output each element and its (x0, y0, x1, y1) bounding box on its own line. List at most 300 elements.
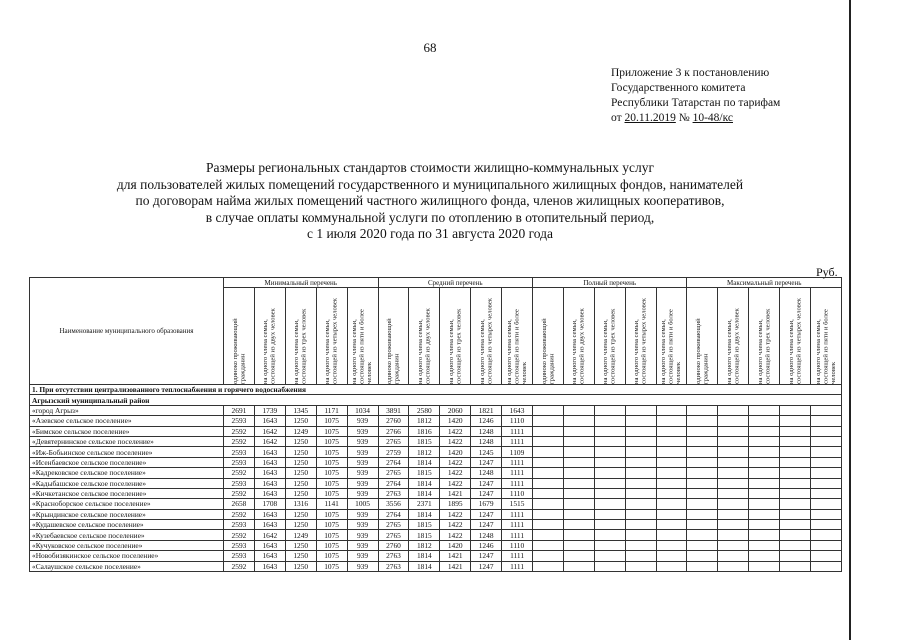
table-row (30, 540, 842, 550)
appendix-no-sign: № (675, 112, 693, 124)
value-cell (594, 436, 625, 446)
value-cell: 1821 (471, 405, 502, 415)
value-cell (811, 530, 842, 540)
value-cell: 1643 (254, 561, 285, 571)
value-cell: 2765 (378, 436, 409, 446)
value-cell: 2691 (224, 405, 255, 415)
subheader-g0-c3 (316, 288, 347, 385)
value-cell (656, 447, 687, 457)
group-max: Максимальный перечень (687, 278, 842, 288)
subheader-text: на одного члена семьи, состоящей из пяти и более человек (814, 309, 837, 384)
subheader-text: одиноко проживающий гражданин (386, 318, 401, 384)
value-cell: 1111 (502, 530, 533, 540)
subheader-text: на одного члена семьи, состоящей из двух человек (725, 308, 741, 384)
value-cell (563, 468, 594, 478)
subheader-text: на одного члена семьи, состоящей из четырех человек (787, 298, 803, 384)
municipality-name: «Азевское сельское поселение» (30, 416, 224, 426)
value-cell: 2371 (409, 499, 440, 509)
subheader-g0-c2 (285, 288, 316, 385)
subheader-g2-c4 (656, 288, 687, 385)
value-cell (533, 509, 564, 519)
value-cell: 2592 (224, 561, 255, 571)
value-cell (687, 405, 718, 415)
value-cell: 1075 (316, 561, 347, 571)
value-cell (656, 405, 687, 415)
value-cell (656, 436, 687, 446)
value-cell: 1421 (440, 551, 471, 561)
value-cell: 1111 (502, 478, 533, 488)
value-cell: 1814 (409, 509, 440, 519)
value-cell: 1316 (285, 499, 316, 509)
municipality-name: «Новобизякинское сельское поселение» (30, 551, 224, 561)
value-cell (625, 561, 656, 571)
value-cell: 1111 (502, 436, 533, 446)
value-cell: 939 (347, 561, 378, 571)
value-cell (625, 436, 656, 446)
value-cell: 1814 (409, 457, 440, 467)
value-cell (687, 509, 718, 519)
value-cell: 1250 (285, 416, 316, 426)
value-cell (749, 416, 780, 426)
value-cell (780, 416, 811, 426)
municipality-name: «Кудашевское сельское поселение» (30, 520, 224, 530)
value-cell: 1245 (471, 447, 502, 457)
value-cell: 1422 (440, 457, 471, 467)
value-cell: 1248 (471, 468, 502, 478)
name-column-header: Наименование муниципального образования (30, 278, 224, 385)
value-cell: 2765 (378, 530, 409, 540)
value-cell: 1422 (440, 478, 471, 488)
value-cell: 1110 (502, 488, 533, 498)
value-cell (687, 457, 718, 467)
value-cell: 2580 (409, 405, 440, 415)
subheader-text: на одного члена семьи, состоящей из трех человек (756, 308, 772, 384)
value-cell (718, 468, 749, 478)
value-cell: 1250 (285, 468, 316, 478)
value-cell: 1247 (471, 551, 502, 561)
value-cell: 2765 (378, 520, 409, 530)
value-cell: 2592 (224, 436, 255, 446)
title-line-5: с 1 июля 2020 года по 31 августа 2020 года (306, 226, 554, 241)
value-cell (718, 457, 749, 467)
value-cell: 1075 (316, 447, 347, 457)
value-cell: 1247 (471, 509, 502, 519)
value-cell (594, 488, 625, 498)
value-cell (780, 499, 811, 509)
value-cell: 2763 (378, 551, 409, 561)
title-line-2: для пользователей жилых помещений государственного и муниципального жилищных фондов, нанимателей (116, 176, 744, 192)
municipality-name: «Исенбаевское сельское поселение» (30, 457, 224, 467)
municipality-name: «Кузебаевское сельское поселение» (30, 530, 224, 540)
table-row (30, 416, 842, 426)
value-cell (625, 478, 656, 488)
table-row (30, 561, 842, 571)
subheader-text: одиноко проживающий гражданин (695, 318, 710, 384)
value-cell (780, 540, 811, 550)
value-cell: 939 (347, 426, 378, 436)
value-cell: 1171 (316, 405, 347, 415)
value-cell (563, 540, 594, 550)
value-cell (718, 520, 749, 530)
municipality-name: «Девятернинское сельское поселение» (30, 436, 224, 446)
value-cell: 1250 (285, 509, 316, 519)
value-cell (718, 478, 749, 488)
value-cell (594, 520, 625, 530)
value-cell (625, 509, 656, 519)
value-cell: 1250 (285, 551, 316, 561)
value-cell: 1643 (502, 405, 533, 415)
value-cell (780, 478, 811, 488)
appendix-from: от (611, 112, 625, 124)
municipality-name: «Кучуковское сельское поселение» (30, 540, 224, 550)
group-full: Полный перечень (533, 278, 687, 288)
value-cell (656, 457, 687, 467)
value-cell (656, 416, 687, 426)
value-cell: 1739 (254, 405, 285, 415)
value-cell (563, 499, 594, 509)
value-cell (594, 405, 625, 415)
value-cell: 1812 (409, 447, 440, 457)
value-cell: 939 (347, 416, 378, 426)
value-cell (718, 426, 749, 436)
value-cell (625, 520, 656, 530)
subheader-g1-c3 (471, 288, 502, 385)
value-cell: 1422 (440, 509, 471, 519)
subheader-g0-c0 (224, 288, 255, 385)
subheader-g1-c1 (409, 288, 440, 385)
table-row (30, 468, 842, 478)
value-cell (718, 499, 749, 509)
value-cell: 2763 (378, 561, 409, 571)
value-cell: 939 (347, 436, 378, 446)
subheader-g2-c0 (533, 288, 564, 385)
value-cell (594, 509, 625, 519)
value-cell (749, 530, 780, 540)
value-cell (656, 468, 687, 478)
subheader-text: на одного члена семьи, состоящей из пяти и более человек (351, 309, 374, 384)
value-cell: 2592 (224, 468, 255, 478)
value-cell: 1249 (285, 530, 316, 540)
value-cell (687, 488, 718, 498)
value-cell (780, 426, 811, 436)
value-cell: 1111 (502, 457, 533, 467)
value-cell: 1247 (471, 520, 502, 530)
table-row (30, 520, 842, 530)
value-cell: 939 (347, 509, 378, 519)
value-cell (687, 478, 718, 488)
value-cell (749, 478, 780, 488)
value-cell: 2763 (378, 488, 409, 498)
page-right-border (849, 0, 851, 640)
value-cell (780, 436, 811, 446)
value-cell: 1708 (254, 499, 285, 509)
value-cell (656, 478, 687, 488)
value-cell: 1034 (347, 405, 378, 415)
appendix-line-1: Приложение 3 к постановлению (611, 67, 770, 79)
value-cell (780, 405, 811, 415)
municipality-name: «Кичкетанское сельское поселение» (30, 488, 224, 498)
value-cell (563, 478, 594, 488)
subheader-g3-c4 (811, 288, 842, 385)
value-cell (811, 520, 842, 530)
value-cell (656, 509, 687, 519)
value-cell: 2060 (440, 405, 471, 415)
value-cell (811, 457, 842, 467)
subheader-text: на одного члена семьи, состоящей из двух человек (416, 308, 432, 384)
value-cell (811, 405, 842, 415)
value-cell: 1643 (254, 447, 285, 457)
value-cell: 1643 (254, 551, 285, 561)
value-cell: 1075 (316, 530, 347, 540)
value-cell: 1421 (440, 561, 471, 571)
municipality-name: «Красноборское сельское поселение» (30, 499, 224, 509)
value-cell: 1141 (316, 499, 347, 509)
table-body (30, 385, 842, 572)
page-number: 68 (423, 40, 437, 55)
value-cell: 1247 (471, 478, 502, 488)
value-cell (780, 520, 811, 530)
value-cell (656, 499, 687, 509)
value-cell (625, 551, 656, 561)
value-cell: 2593 (224, 447, 255, 457)
value-cell (594, 530, 625, 540)
value-cell: 1420 (440, 447, 471, 457)
value-cell: 1421 (440, 488, 471, 498)
subheader-text: на одного члена семьи, состоящей из двух человек (571, 308, 586, 384)
value-cell (687, 561, 718, 571)
subheader-text: на одного члена семьи, состоящей из пяти и более человек (505, 309, 528, 384)
value-cell (656, 551, 687, 561)
value-cell: 1111 (502, 509, 533, 519)
subheader-g3-c0 (687, 288, 718, 385)
value-cell: 1110 (502, 416, 533, 426)
value-cell (563, 436, 594, 446)
value-cell: 1075 (316, 488, 347, 498)
subheader-g0-c1 (254, 288, 285, 385)
value-cell (749, 426, 780, 436)
value-cell (780, 447, 811, 457)
value-cell: 2593 (224, 416, 255, 426)
value-cell (780, 457, 811, 467)
value-cell (811, 426, 842, 436)
value-cell: 1249 (285, 426, 316, 436)
table-row (30, 488, 842, 498)
appendix-line-2: Государственного комитета (611, 82, 746, 94)
subheader-text: одиноко проживающий гражданин (231, 318, 246, 384)
value-cell: 2593 (224, 551, 255, 561)
value-cell (533, 561, 564, 571)
value-cell: 2593 (224, 478, 255, 488)
table-row (30, 509, 842, 519)
value-cell (656, 561, 687, 571)
value-cell (811, 540, 842, 550)
value-cell: 2593 (224, 540, 255, 550)
value-cell: 1111 (502, 561, 533, 571)
table-row (30, 530, 842, 540)
value-cell (687, 436, 718, 446)
value-cell: 1815 (409, 530, 440, 540)
value-cell: 1075 (316, 457, 347, 467)
value-cell (811, 447, 842, 457)
value-cell (563, 416, 594, 426)
value-cell (780, 530, 811, 540)
value-cell: 1250 (285, 520, 316, 530)
value-cell: 1110 (502, 540, 533, 550)
value-cell (811, 509, 842, 519)
value-cell (563, 488, 594, 498)
value-cell: 939 (347, 520, 378, 530)
value-cell (563, 457, 594, 467)
table-header (30, 278, 842, 385)
value-cell: 1345 (285, 405, 316, 415)
value-cell: 1815 (409, 520, 440, 530)
value-cell: 1250 (285, 478, 316, 488)
value-cell (811, 499, 842, 509)
value-cell: 1422 (440, 468, 471, 478)
value-cell (718, 540, 749, 550)
value-cell (533, 447, 564, 457)
value-cell: 1812 (409, 416, 440, 426)
district-title: Агрызский муниципальный район (30, 395, 842, 405)
value-cell (687, 551, 718, 561)
value-cell (594, 499, 625, 509)
value-cell (533, 416, 564, 426)
value-cell: 1643 (254, 488, 285, 498)
subheader-g3-c1 (718, 288, 749, 385)
value-cell (780, 468, 811, 478)
value-cell (625, 457, 656, 467)
value-cell: 1075 (316, 520, 347, 530)
appendix-block (611, 66, 780, 126)
subheader-g3-c3 (780, 288, 811, 385)
value-cell (718, 488, 749, 498)
value-cell (563, 561, 594, 571)
value-cell (625, 540, 656, 550)
document-title (0, 160, 860, 243)
value-cell (594, 447, 625, 457)
value-cell (811, 561, 842, 571)
value-cell: 1111 (502, 426, 533, 436)
section-title: 1. При отсутствии централизованного теплоснабжения и горячего водоснабжения (30, 385, 842, 395)
value-cell (533, 468, 564, 478)
subheader-text: на одного члена семьи, состоящей из четырех человек (633, 298, 648, 384)
value-cell: 1815 (409, 436, 440, 446)
value-cell (718, 561, 749, 571)
value-cell (718, 447, 749, 457)
table-row (30, 551, 842, 561)
municipality-name: «Крындинское сельское поселение» (30, 509, 224, 519)
value-cell: 1005 (347, 499, 378, 509)
value-cell: 939 (347, 447, 378, 457)
value-cell: 1111 (502, 551, 533, 561)
value-cell (811, 468, 842, 478)
value-cell: 939 (347, 457, 378, 467)
group-avg: Средний перечень (378, 278, 533, 288)
value-cell: 1250 (285, 447, 316, 457)
value-cell: 1642 (254, 426, 285, 436)
value-cell (533, 499, 564, 509)
value-cell (594, 457, 625, 467)
value-cell: 939 (347, 488, 378, 498)
value-cell (687, 520, 718, 530)
subheader-text: на одного члена семьи, состоящей из четырех человек (478, 298, 494, 384)
value-cell (563, 426, 594, 436)
value-cell (687, 468, 718, 478)
value-cell: 1248 (471, 436, 502, 446)
value-cell (594, 561, 625, 571)
value-cell (749, 551, 780, 561)
value-cell (533, 551, 564, 561)
subheader-text: на одного члена семьи, состоящей из трех человек (293, 308, 308, 384)
value-cell: 1250 (285, 540, 316, 550)
value-cell: 2592 (224, 509, 255, 519)
subheader-text: на одного члена семьи, состоящей из пяти и более человек (660, 309, 683, 384)
value-cell: 2759 (378, 447, 409, 457)
value-cell: 1679 (471, 499, 502, 509)
value-cell (656, 426, 687, 436)
municipality-name: «город Агрыз» (30, 405, 224, 415)
subheader-text: на одного члена семьи, состоящей из двух человек (262, 308, 277, 384)
value-cell: 3556 (378, 499, 409, 509)
value-cell: 939 (347, 551, 378, 561)
municipality-name: «Иж-Бобьинское сельское поселение» (30, 447, 224, 457)
value-cell (749, 436, 780, 446)
value-cell: 1643 (254, 468, 285, 478)
value-cell (594, 468, 625, 478)
table-row (30, 478, 842, 488)
value-cell: 1247 (471, 488, 502, 498)
value-cell: 1247 (471, 457, 502, 467)
value-cell (533, 436, 564, 446)
value-cell (811, 488, 842, 498)
value-cell: 2592 (224, 488, 255, 498)
value-cell: 1420 (440, 540, 471, 550)
value-cell (594, 478, 625, 488)
subheader-text: на одного члена семьи, состоящей из трех человек (447, 308, 463, 384)
subheader-g1-c0 (378, 288, 409, 385)
value-cell: 1814 (409, 488, 440, 498)
value-cell (533, 457, 564, 467)
appendix-line-3: Республики Татарстан по тарифам (611, 97, 781, 109)
table-row (30, 426, 842, 436)
value-cell: 1111 (502, 520, 533, 530)
value-cell (594, 416, 625, 426)
value-cell: 1643 (254, 509, 285, 519)
table-row (30, 405, 842, 415)
subheader-g2-c1 (563, 288, 594, 385)
title-line-4: в случае оплаты коммунальной услуги по отоплению в отопительный период, (205, 209, 655, 225)
value-cell: 1895 (440, 499, 471, 509)
value-cell: 1643 (254, 478, 285, 488)
value-cell: 1643 (254, 457, 285, 467)
appendix-number: 10-48/кс (692, 112, 733, 124)
value-cell: 1643 (254, 540, 285, 550)
value-cell: 2760 (378, 416, 409, 426)
value-cell (533, 426, 564, 436)
value-cell (533, 488, 564, 498)
value-cell: 3891 (378, 405, 409, 415)
value-cell (749, 468, 780, 478)
value-cell (625, 530, 656, 540)
value-cell (656, 540, 687, 550)
district-row (30, 395, 842, 405)
value-cell: 2764 (378, 478, 409, 488)
value-cell (687, 499, 718, 509)
value-cell: 1422 (440, 530, 471, 540)
value-cell (687, 426, 718, 436)
value-cell: 2593 (224, 457, 255, 467)
value-cell (594, 426, 625, 436)
